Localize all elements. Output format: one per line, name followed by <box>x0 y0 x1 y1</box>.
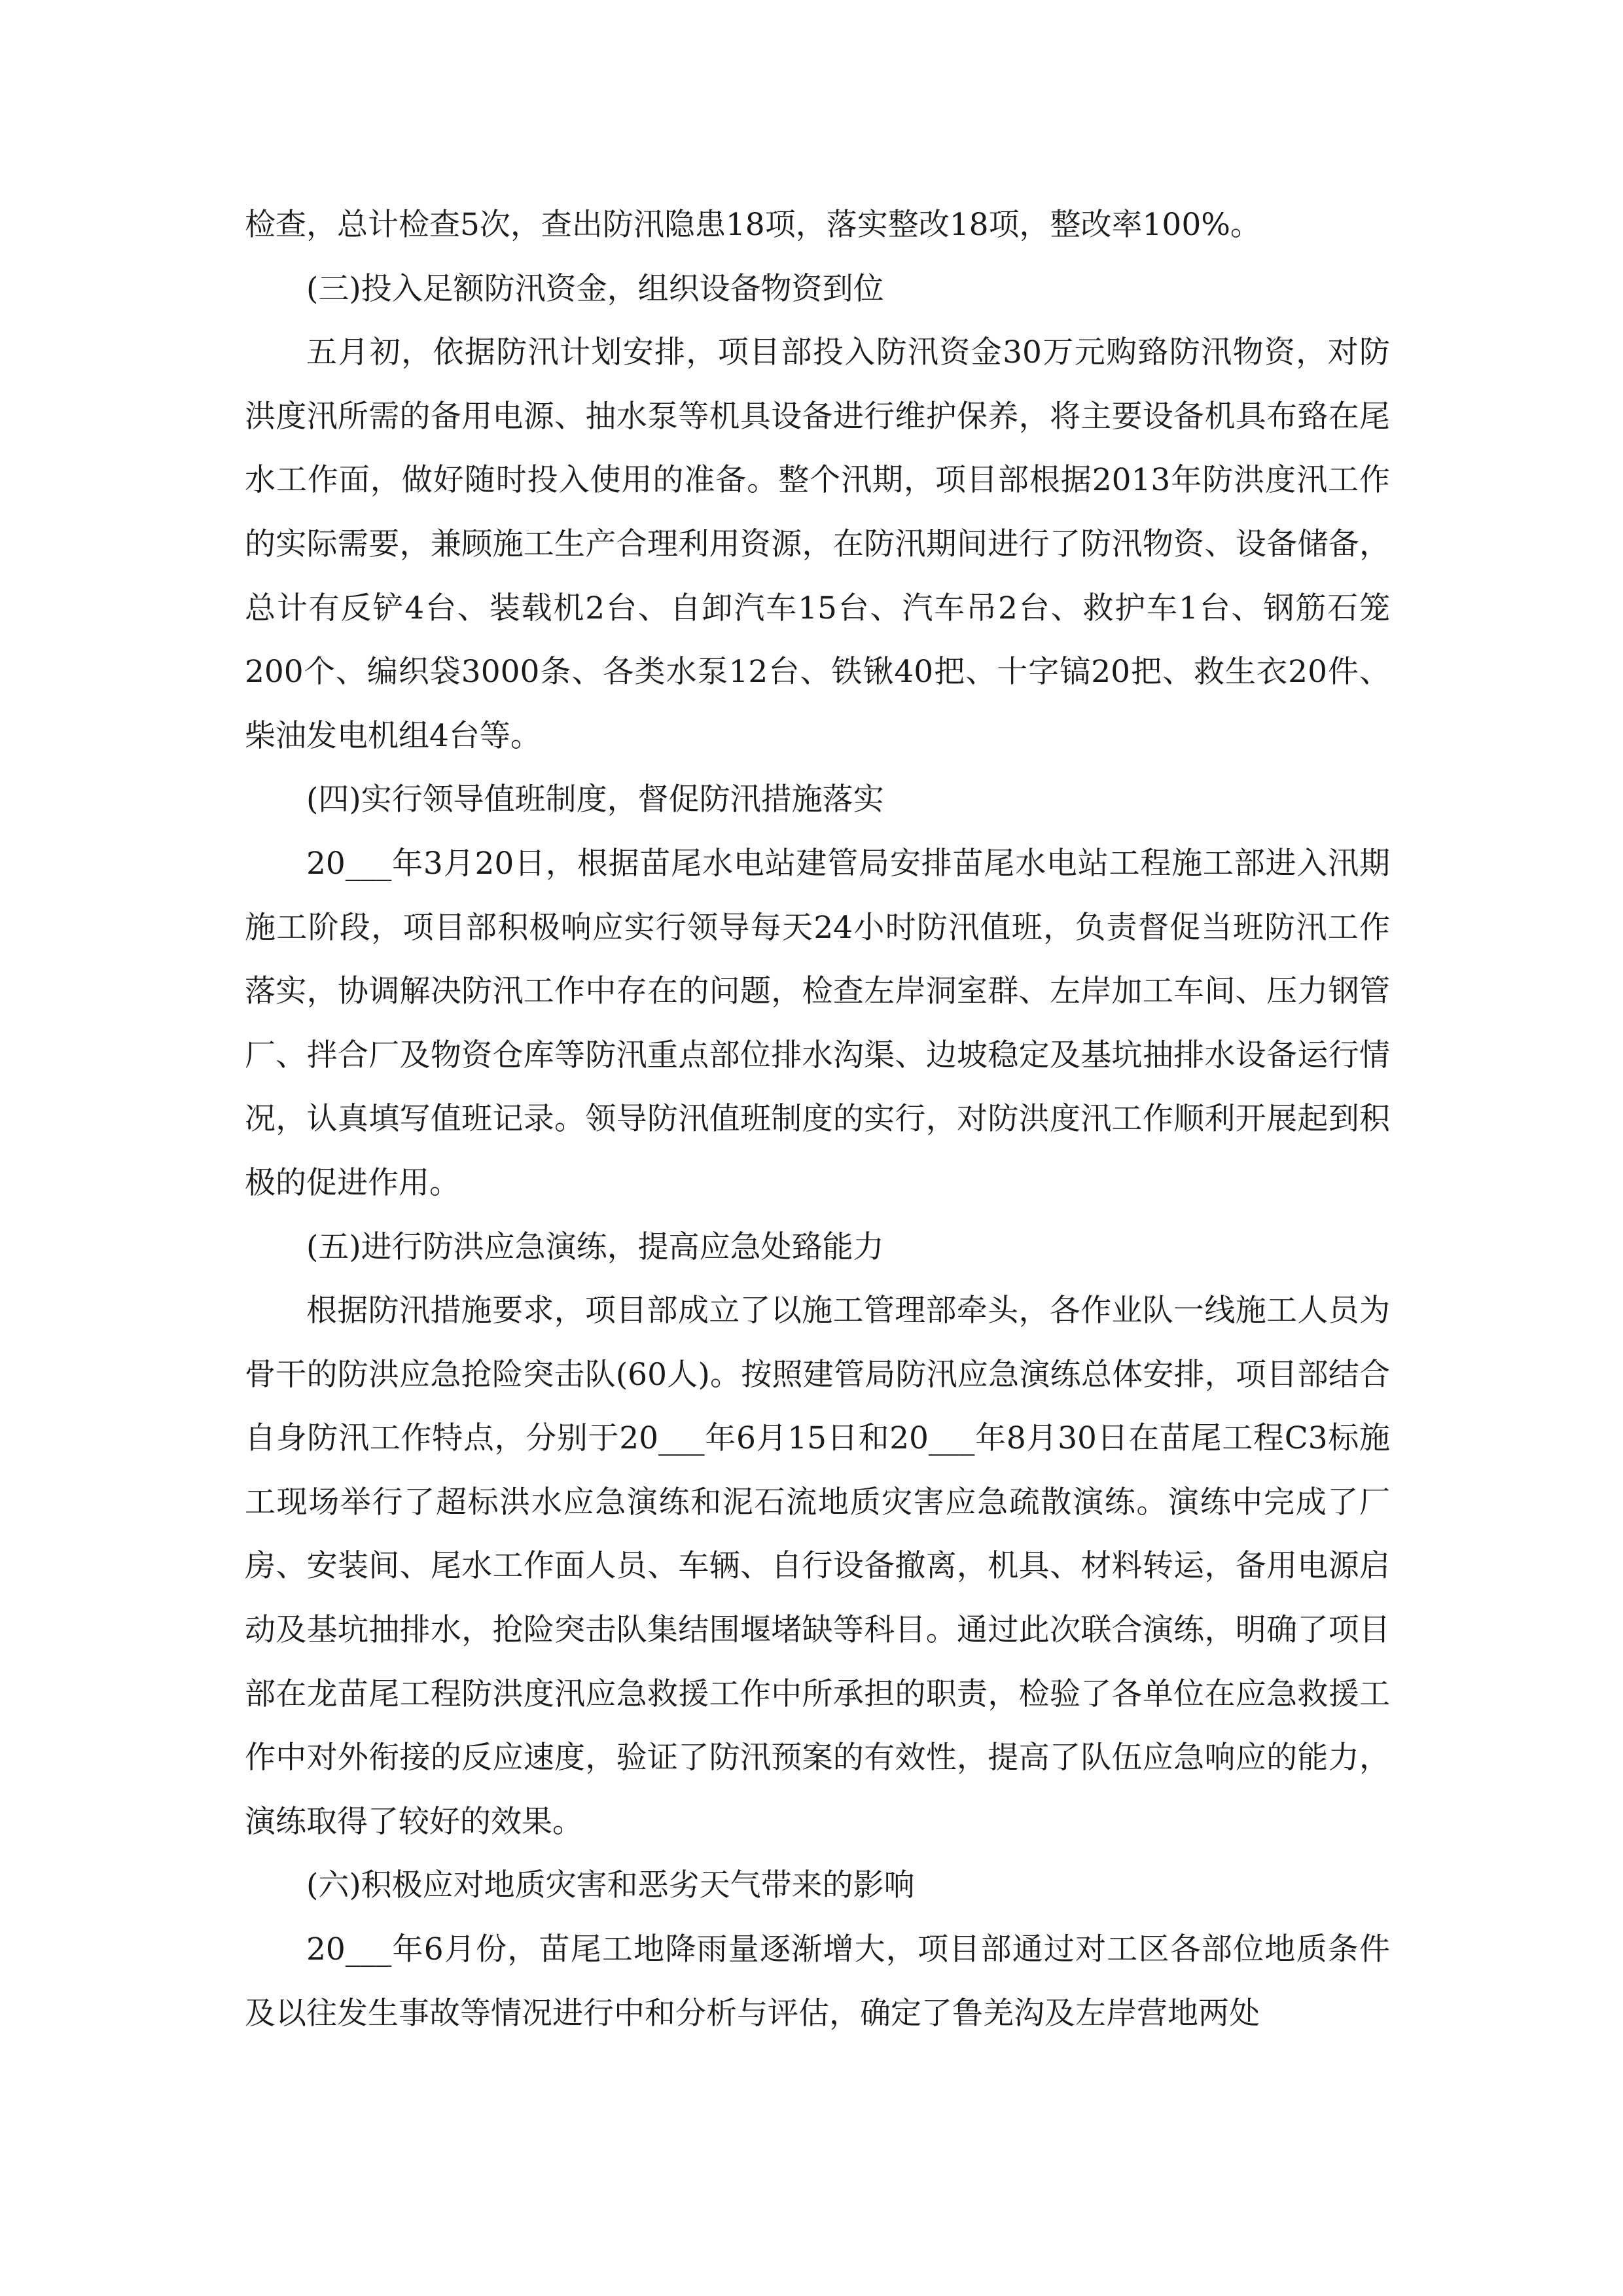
section-heading-5: (五)进行防洪应急演练，提高应急处臵能力 <box>306 1229 884 1265</box>
paragraph-funding: 五月初，依据防汛计划安排，项目部投入防汛资金30万元购臵防汛物资，对防洪度汛所需的备用电源、抽水泵等机具设备进行维护保养，将主要设备机具布臵在尾水工作面，做好随时投入使用的准备。整个汛期，项目部根据2013年防洪度汛工作的实际需要，兼顾施工生产合理利用资源，在防汛期间进行了防汛物资、设备储备，总计有反铲4台、装载机2台、自卸汽车15台、汽车吊2台、救护车1台、钢筋石笼200个、编织袋3000条、各类水泵12台、铁锹40把、十字镐20把、救生衣20件、柴油发电机组4台等。 <box>245 334 1390 754</box>
paragraph-duty-system: 20___年3月20日，根据苗尾水电站建管局安排苗尾水电站工程施工部进入汛期施工阶段，项目部积极响应实行领导每天24小时防汛值班，负责督促当班防汛工作落实，协调解决防汛工作中存在的问题，检查左岸洞室群、左岸加工车间、压力钢管厂、拌合厂及物资仓库等防汛重点部位排水沟渠、边坡稳定及基坑抽排水设备运行情况，认真填写值班记录。领导防汛值班制度的实行，对防洪度汛工作顺利开展起到积极的促进作用。 <box>245 845 1390 1201</box>
document-body <box>245 193 1390 2045</box>
paragraph-emergency-drill: 根据防汛措施要求，项目部成立了以施工管理部牵头，各作业队一线施工人员为骨干的防洪应急抢险突击队(60人)。按照建管局防汛应急演练总体安排，项目部结合自身防汛工作特点，分别于20___年6月15日和20___年8月30日在苗尾工程C3标施工现场举行了超标洪水应急演练和泥石流地质灾害应急疏散演练。演练中完成了厂房、安装间、尾水工作面人员、车辆、自行设备撤离，机具、材料转运，备用电源启动及基坑抽排水，抢险突击队集结围堰堵缺等科目。通过此次联合演练，明确了项目部在龙苗尾工程防洪度汛应急救援工作中所承担的职责，检验了各单位在应急救援工作中对外衔接的反应速度，验证了防汛预案的有效性，提高了队伍应急响应的能力，演练取得了较好的效果。 <box>245 1293 1390 1840</box>
paragraph-continued: 检查，总计检查5次，查出防汛隐患18项，落实整改18项，整改率100%。 <box>245 207 1261 243</box>
section-heading-6: (六)积极应对地质灾害和恶劣天气带来的影响 <box>306 1867 915 1904</box>
section-heading-4: (四)实行领导值班制度，督促防汛措施落实 <box>306 781 884 818</box>
paragraph-geology: 20___年6月份，苗尾工地降雨量逐渐增大，项目部通过对工区各部位地质条件及以往发生事故等情况进行中和分析与评估，确定了鲁羌沟及左岸营地两处 <box>245 1931 1390 2032</box>
section-heading-3: (三)投入足额防汛资金，组织设备物资到位 <box>306 270 884 307</box>
